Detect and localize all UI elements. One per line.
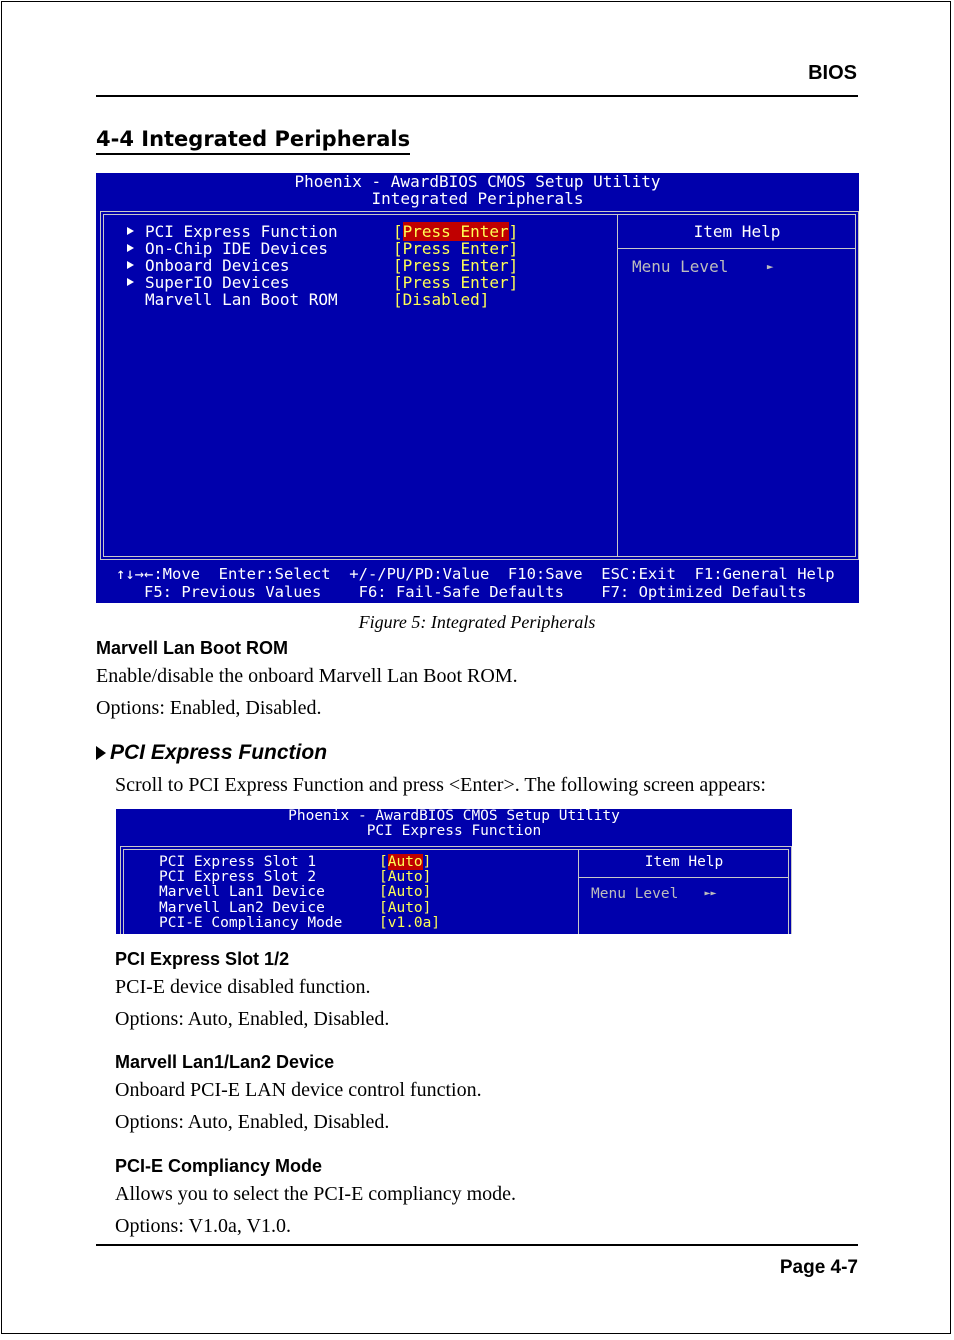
- bracket: ]: [508, 222, 519, 241]
- bracket: [: [379, 854, 388, 870]
- bracket: [: [393, 239, 403, 258]
- bios-item-value-0[interactable]: [393, 223, 518, 240]
- submenu-arrow-icon: [127, 278, 134, 286]
- bios-item-value-text: Press Enter: [402, 239, 509, 258]
- bios-help-rule: [617, 248, 856, 249]
- bios-item-value-4[interactable]: [393, 291, 489, 308]
- bios2-menu-level-label: Menu Level: [591, 886, 679, 902]
- menu-level: [632, 258, 773, 275]
- bracket: [: [379, 914, 388, 931]
- header-rule: [96, 95, 858, 97]
- bios-item-value-text: Disabled: [402, 290, 480, 309]
- menu-level-arrow-icon: ►: [766, 260, 774, 273]
- bios-item-value-text: Auto: [387, 869, 423, 886]
- bios-subtitle: Integrated Peripherals: [371, 189, 584, 208]
- bios-item-value-2[interactable]: [379, 885, 431, 900]
- bracket: ]: [508, 239, 519, 258]
- marvell-desc: Enable/disable the onboard Marvell Lan Boot ROM.: [96, 665, 518, 687]
- bios-item-label: On-Chip IDE Devices: [145, 239, 329, 258]
- bios-item-2[interactable]: [145, 257, 290, 274]
- bios-item-label: PCI Express Function: [145, 222, 338, 241]
- pcie-function-heading: [96, 741, 327, 765]
- marvell-heading: Marvell Lan Boot ROM: [96, 638, 289, 658]
- menu-level-label: Menu Level: [632, 257, 729, 276]
- submenu-arrow-icon: [127, 261, 134, 269]
- bios-item-label: SuperIO Devices: [145, 273, 290, 292]
- bios-item-label: Marvell Lan2 Device: [159, 899, 325, 916]
- bios-divider: [617, 214, 618, 557]
- bios2-help-title: Item Help: [644, 854, 724, 870]
- bracket: [: [393, 256, 403, 275]
- bracket: ]: [508, 256, 519, 275]
- bios-item-label: PCI-E Compliancy Mode: [159, 914, 343, 931]
- bios2-menu-level: [591, 886, 717, 902]
- bios-item-label: Onboard Devices: [145, 256, 290, 275]
- bios2-title: Phoenix - AwardBIOS CMOS Setup Utility: [288, 809, 620, 824]
- bracket: ]: [431, 914, 441, 931]
- pcie-function-heading-text: PCI Express Function: [110, 741, 328, 764]
- submenu-arrow-icon: [127, 227, 134, 235]
- bios-item-0[interactable]: [145, 223, 338, 240]
- bios-item-label: Marvell Lan Boot ROM: [145, 290, 338, 309]
- bios2-help-rule: [578, 877, 789, 878]
- bios-item-3[interactable]: [145, 274, 290, 291]
- slot-desc: PCI-E device disabled function.: [115, 976, 371, 998]
- bios-item-value-1[interactable]: [393, 240, 518, 257]
- slot-options: Options: Auto, Enabled, Disabled.: [115, 1008, 390, 1030]
- lan-options: Options: Auto, Enabled, Disabled.: [115, 1111, 390, 1133]
- bios-item-label: PCI Express Slot 1: [159, 854, 317, 870]
- bios-screen-pci-express-function: [116, 809, 792, 934]
- bracket: ]: [422, 869, 432, 886]
- bios-item-3[interactable]: [159, 901, 325, 916]
- bios-item-value-text: Auto: [387, 854, 423, 870]
- slot-heading: PCI Express Slot 1/2: [115, 949, 290, 969]
- bracket: [: [393, 273, 403, 292]
- figure-caption: Figure 5: Integrated Peripherals: [358, 612, 596, 632]
- mode-desc: Allows you to select the PCI-E compliancy mode.: [115, 1183, 517, 1205]
- bios-item-4[interactable]: [159, 916, 342, 931]
- bracket: [: [379, 884, 388, 901]
- bios-item-value-3[interactable]: [393, 274, 518, 291]
- mode-heading: PCI-E Compliancy Mode: [115, 1156, 323, 1176]
- submenu-arrow-icon: [127, 244, 134, 252]
- key-help-line-2: F5: Previous Values F6: Fail-Safe Defaults F7: Optimized Defaults: [144, 583, 807, 601]
- bios-title: Phoenix - AwardBIOS CMOS Setup Utility: [294, 172, 661, 191]
- lan-desc: Onboard PCI-E LAN device control function.: [115, 1079, 482, 1101]
- lan-heading: Marvell Lan1/Lan2 Device: [115, 1052, 335, 1072]
- key-help-line-1: ↑↓→←:Move Enter:Select +/-/PU/PD:Value F10:Save ESC:Exit F1:General Help: [116, 565, 835, 583]
- bios-item-label: PCI Express Slot 2: [159, 869, 317, 886]
- bios-item-value-4[interactable]: [379, 916, 440, 931]
- bracket: [: [379, 869, 388, 886]
- bios-item-label: Marvell Lan1 Device: [159, 884, 325, 901]
- triangle-right-icon: [96, 746, 106, 760]
- bios-item-1[interactable]: [145, 240, 328, 257]
- bios-item-value-text: Press Enter: [402, 256, 509, 275]
- chapter-header: BIOS: [808, 62, 857, 84]
- bracket: ]: [422, 899, 432, 916]
- bracket: [: [393, 222, 403, 241]
- bios-item-value-3[interactable]: [379, 901, 431, 916]
- bios-item-value-text: Auto: [387, 884, 423, 901]
- bios2-subtitle: PCI Express Function: [366, 823, 542, 839]
- bios-item-2[interactable]: [159, 885, 325, 900]
- bios-item-value-text: Press Enter: [402, 273, 509, 292]
- bios-item-value-2[interactable]: [393, 257, 518, 274]
- bracket: [: [379, 899, 388, 916]
- bios-screen-integrated-peripherals: [96, 173, 859, 603]
- bios-item-value-1[interactable]: [379, 870, 431, 885]
- bracket: ]: [422, 854, 432, 870]
- bios-item-1[interactable]: [159, 870, 316, 885]
- footer-rule: [96, 1244, 858, 1246]
- bracket: [: [393, 290, 403, 309]
- marvell-options: Options: Enabled, Disabled.: [96, 697, 322, 719]
- bracket: ]: [422, 884, 432, 901]
- bios-item-4[interactable]: [145, 291, 338, 308]
- mode-options: Options: V1.0a, V1.0.: [115, 1215, 291, 1237]
- double-arrow-icon: ►►: [704, 888, 717, 899]
- pcie-function-desc: Scroll to PCI Express Function and press <Enter>. The following screen appears:: [115, 774, 766, 796]
- bios-item-value-0[interactable]: [379, 855, 431, 870]
- help-title: Item Help: [693, 222, 781, 241]
- bracket: ]: [479, 290, 490, 309]
- bios-item-value-text: Press Enter: [402, 222, 509, 241]
- bios-item-0[interactable]: [159, 855, 316, 870]
- bracket: ]: [508, 273, 519, 292]
- bios-item-value-text: Auto: [387, 899, 423, 916]
- section-title: 4-4 Integrated Peripherals: [96, 127, 410, 155]
- bios-item-value-text: v1.0a: [387, 914, 432, 931]
- page-number: Page 4-7: [779, 1257, 858, 1278]
